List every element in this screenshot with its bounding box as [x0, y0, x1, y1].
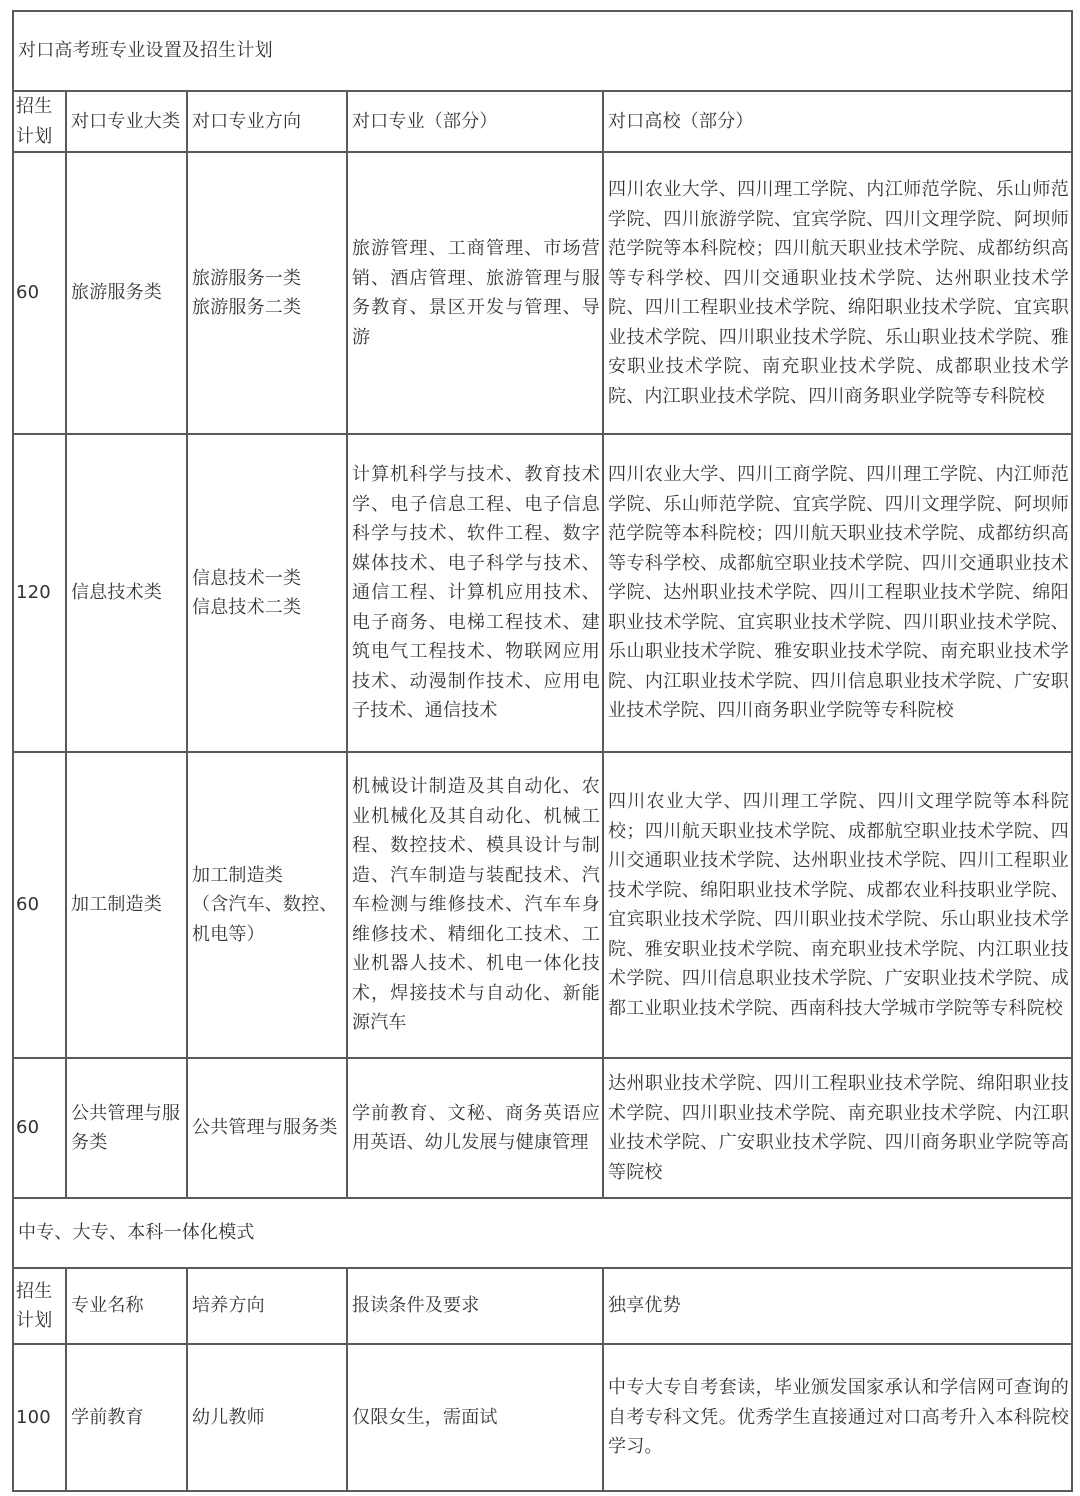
- table-row-category: 公共管理与服务类: [71, 1102, 181, 1153]
- table-row-colleges: 四川农业大学、四川理工学院、内江师范学院、乐山师范学院、四川旅游学院、宜宾学院、四川文理学院、阿坝师范学院等本科院校；四川航天职业技术学院、成都纺织高等专科学校、四川交通职业技术学院、达州职业技术学院、四川工程职业技术学院、绵阳职业技术学院、宜宾职业技术学院、四川职业技术学院、乐山职业技术学院、雅安职业技术学院、南充职业技术学院、成都职业技术学院、内江职业技术学院、四川商务职业学院等专科院校: [608, 179, 1069, 407]
- table-row-plan: 120: [16, 582, 51, 604]
- table-row-category: 信息技术类: [71, 582, 162, 604]
- header-requirements: 报读条件及要求: [352, 1295, 480, 1317]
- table-row-direction: 公共管理与服务类: [192, 1117, 338, 1139]
- header-category: 对口专业大类: [71, 110, 181, 132]
- table-border-bottom: [12, 1490, 1073, 1492]
- table-row-category: 旅游服务类: [71, 282, 162, 304]
- table-row-majors: 旅游管理、工商管理、市场营销、酒店管理、旅游管理与服务教育、景区开发与管理、导游: [352, 238, 600, 348]
- table-row-colleges: 达州职业技术学院、四川工程职业技术学院、绵阳职业技术学院、四川职业技术学院、南充职业技术学院、内江职业技术学院、广安职业技术学院、四川商务职业学院等高等院校: [608, 1073, 1069, 1183]
- header-training-direction: 培养方向: [192, 1295, 265, 1317]
- table-row-direction: 加工制造类 （含汽车、数控、机电等）: [192, 864, 338, 945]
- table-row-colleges: 四川农业大学、四川理工学院、四川文理学院等本科院校；四川航天职业技术学院、成都航空职业技术学院、四川交通职业技术学院、达州职业技术学院、四川工程职业技术学院、绵阳职业技术学院、成都农业科技职业学院、宜宾职业技术学院、四川职业技术学院、乐山职业技术学院、雅安职业技术学院、南充职业技术学院、内江职业技术学院、四川信息职业技术学院、广安职业技术学院、成都工业职业技术学院、西南科技大学城市学院等专科院校: [608, 791, 1069, 1019]
- table-row-direction: 信息技术一类 信息技术二类: [192, 567, 302, 618]
- table-row-requirements: 仅限女生，需面试: [352, 1406, 498, 1428]
- section1-title: 对口高考班专业设置及招生计划: [18, 40, 273, 62]
- header-major-name: 专业名称: [71, 1295, 144, 1317]
- table-row-majors: 计算机科学与技术、教育技术学、电子信息工程、电子信息科学与技术、软件工程、数字媒体技术、电子科学与技术、通信工程、计算机应用技术、电子商务、电梯工程技术、建筑电气工程技术、物联网应用技术、动漫制作技术、应用电子技术、通信技术: [352, 464, 600, 722]
- table-row-direction: 旅游服务一类 旅游服务二类: [192, 267, 302, 318]
- header-plan: 招生计划: [16, 96, 53, 147]
- table-row-majors: 学前教育、文秘、商务英语应用英语、幼儿发展与健康管理: [352, 1102, 600, 1153]
- table-row-plan: 60: [16, 1117, 40, 1139]
- table-row-plan: 60: [16, 282, 40, 304]
- table-row-category: 加工制造类: [71, 894, 162, 916]
- header-colleges: 对口高校（部分）: [608, 110, 754, 132]
- table-row-majors: 机械设计制造及其自动化、农业机械化及其自动化、机械工程、数控技术、模具设计与制造、汽车制造与装配技术、汽车检测与维修技术、汽车车身维修技术、精细化工技术、工业机器人技术、机电一体化技术，焊接技术与自动化、新能源汽车: [352, 776, 600, 1034]
- table-border-right: [1071, 10, 1073, 1492]
- table-row-plan: 60: [16, 894, 40, 916]
- table-row-plan: 100: [16, 1406, 51, 1428]
- section2-title: 中专、大专、本科一体化模式: [18, 1222, 255, 1244]
- header-plan: 招生计划: [16, 1280, 53, 1331]
- table-row-colleges: 四川农业大学、四川工商学院、四川理工学院、内江师范学院、乐山师范学院、宜宾学院、四川文理学院、阿坝师范学院等本科院校；四川航天职业技术学院、成都纺织高等专科学校、成都航空职业技术学院、四川交通职业技术学院、达州职业技术学院、四川工程职业技术学院、绵阳职业技术学院、宜宾职业技术学院、四川职业技术学院、乐山职业技术学院、雅安职业技术学院、南充职业技术学院、内江职业技术学院、四川信息职业技术学院、广安职业技术学院、四川商务职业学院等专科院校: [608, 464, 1069, 722]
- header-direction: 对口专业方向: [192, 110, 302, 132]
- table-row-advantages: 中专大专自考套读，毕业颁发国家承认和学信网可查询的自考专科文凭。优秀学生直接通过对口高考升入本科院校学习。: [608, 1377, 1069, 1458]
- table-row-major-name: 学前教育: [71, 1406, 144, 1428]
- header-advantages: 独享优势: [608, 1295, 681, 1317]
- table-row-training-direction: 幼儿教师: [192, 1406, 265, 1428]
- header-majors: 对口专业（部分）: [352, 110, 498, 132]
